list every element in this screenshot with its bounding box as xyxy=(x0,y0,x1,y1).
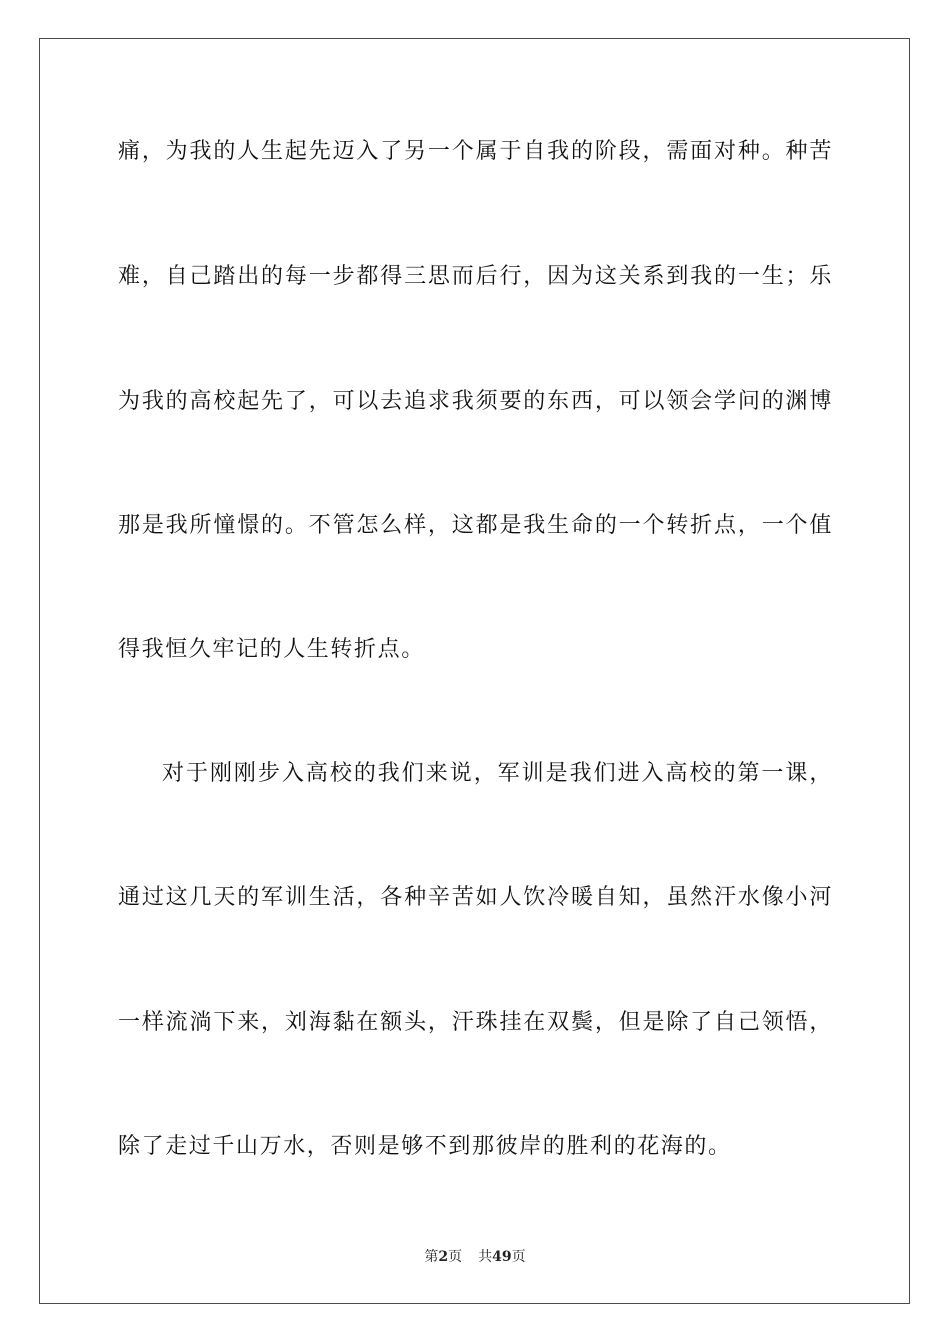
paragraph-2-line-1: 对于刚刚步入高校的我们来说，军训是我们进入高校的第一课， xyxy=(162,761,833,786)
footer-total-pages: 49 xyxy=(492,1249,512,1265)
paragraph-1-line-1: 痛，为我的人生起先迈入了另一个属于自我的阶段，需面对种。种苦 xyxy=(118,139,833,164)
footer-page-prefix: 第 xyxy=(424,1249,439,1265)
paragraph-1-line-4: 那是我所憧憬的。不管怎么样，这都是我生命的一个转折点，一个值 xyxy=(118,513,833,538)
footer-page-suffix: 页 xyxy=(448,1249,463,1265)
footer-page-number: 2 xyxy=(438,1249,449,1265)
footer-total-prefix: 共 xyxy=(478,1249,493,1265)
paragraph-2-line-4: 除了走过千山万水，否则是够不到那彼岸的胜利的花海的。 xyxy=(118,1134,732,1159)
paragraph-2-line-3: 一样流淌下来，刘海黏在额头，汗珠挂在双鬓，但是除了自己领悟， xyxy=(118,1010,833,1035)
page-footer xyxy=(0,1248,950,1266)
paragraph-1-line-3: 为我的高校起先了，可以去追求我须要的东西，可以领会学问的渊博 xyxy=(118,389,833,414)
paragraph-1-line-2: 难，自己踏出的每一步都得三思而后行，因为这关系到我的一生；乐 xyxy=(118,264,833,289)
paragraph-1-line-5: 得我恒久牢记的人生转折点。 xyxy=(118,637,425,662)
page-border xyxy=(39,38,910,1304)
footer-total-suffix: 页 xyxy=(511,1249,526,1265)
paragraph-2-line-2: 通过这几天的军训生活，各种辛苦如人饮冷暖自知，虽然汗水像小河 xyxy=(118,885,833,910)
